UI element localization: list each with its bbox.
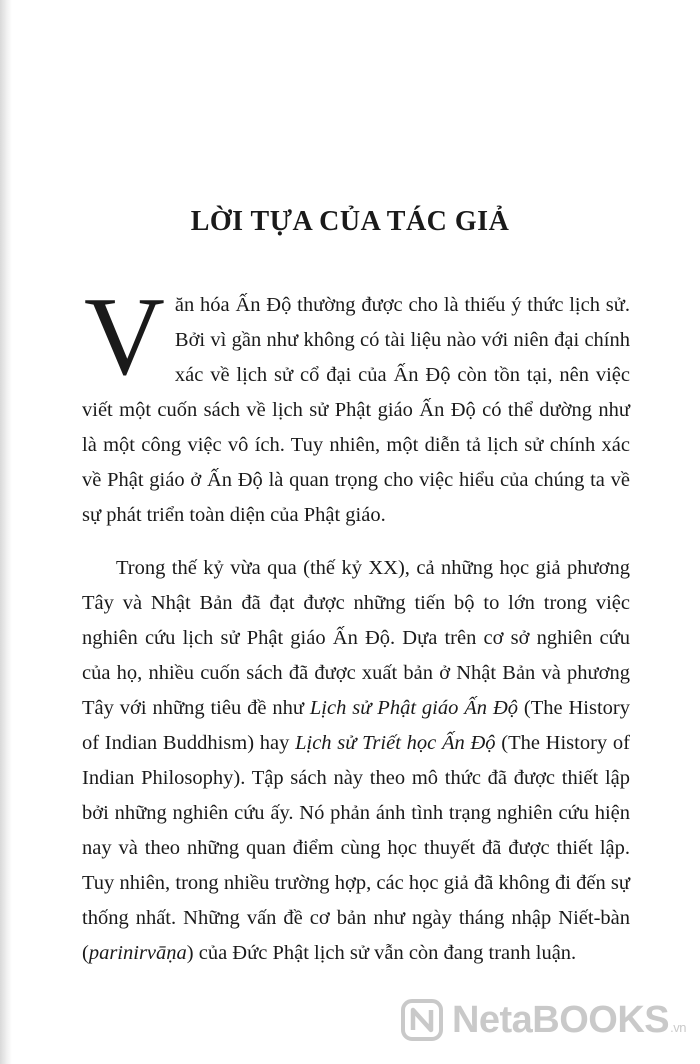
term-parinirvana: parinirvāṇa <box>88 942 187 964</box>
paragraph-2 <box>82 551 630 971</box>
paragraph-2-text-d: ) của Đức Phật lịch sử vẫn còn đang tranh luận. <box>186 942 577 964</box>
book-title-indian-buddhism: Lịch sử Phật giáo Ấn Độ <box>309 697 518 719</box>
page-edge-shadow <box>0 0 12 1064</box>
book-title-indian-philosophy: Lịch sử Triết học Ấn Độ <box>295 732 496 754</box>
watermark <box>400 990 686 1050</box>
watermark-suffix: .vn <box>670 1019 686 1035</box>
paragraph-2-text-b: (The History of Indian Buddhism) hay <box>82 697 631 754</box>
paragraph-1 <box>82 275 630 533</box>
page-title: LỜI TỰA CỦA TÁC GIẢ <box>190 206 510 237</box>
paragraph-2-text-c: (The History of Indian Philosophy). Tập sách này theo mô thức đã được thiết lập bởi những nghiên cứu ấy. Nó phản ánh tình trạng nghiên cứu hiện nay và theo những quan điểm cùng học thuyết đã được thiết lập. Tuy nhiên, trong nhiều trường hợp, các học giả đã không đi đến sự thống nhất. Những vấn đề cơ bản như ngày tháng nhập Niết-bàn ( <box>82 732 630 964</box>
netabooks-logo-icon <box>400 998 444 1042</box>
drop-cap: V <box>84 275 165 399</box>
body-text <box>82 275 631 971</box>
watermark-brand <box>452 999 686 1042</box>
paragraph-2-text-a: Trong thế kỷ vừa qua (thế kỷ XX), cả những học giả phương Tây và Nhật Bản đã đạt được những tiến bộ to lớn trong việc nghiên cứu lịch sử Phật giáo Ấn Độ. Dựa trên cơ sở nghiên cứu của họ, nhiều cuốn sách đã được xuất bản ở Nhật Bản và phương Tây với những tiêu đề như <box>82 557 630 719</box>
paragraph-1-text: ăn hóa Ấn Độ thường được cho là thiếu ý thức lịch sử. Bởi vì gần như không có tài liệu nào với niên đại chính xác về lịch sử cổ đại của Ấn Độ còn tồn tại, nên việc viết một cuốn sách về lịch sử Phật giáo Ấn Độ có thể dường như là một công việc vô ích. Tuy nhiên, một diễn tả lịch sử chính xác về Phật giáo ở Ấn Độ là quan trọng cho việc hiểu của chúng ta về sự phát triển toàn diện của Phật giáo. <box>82 294 630 526</box>
watermark-brand-name: NetaBOOKS <box>451 998 670 1041</box>
